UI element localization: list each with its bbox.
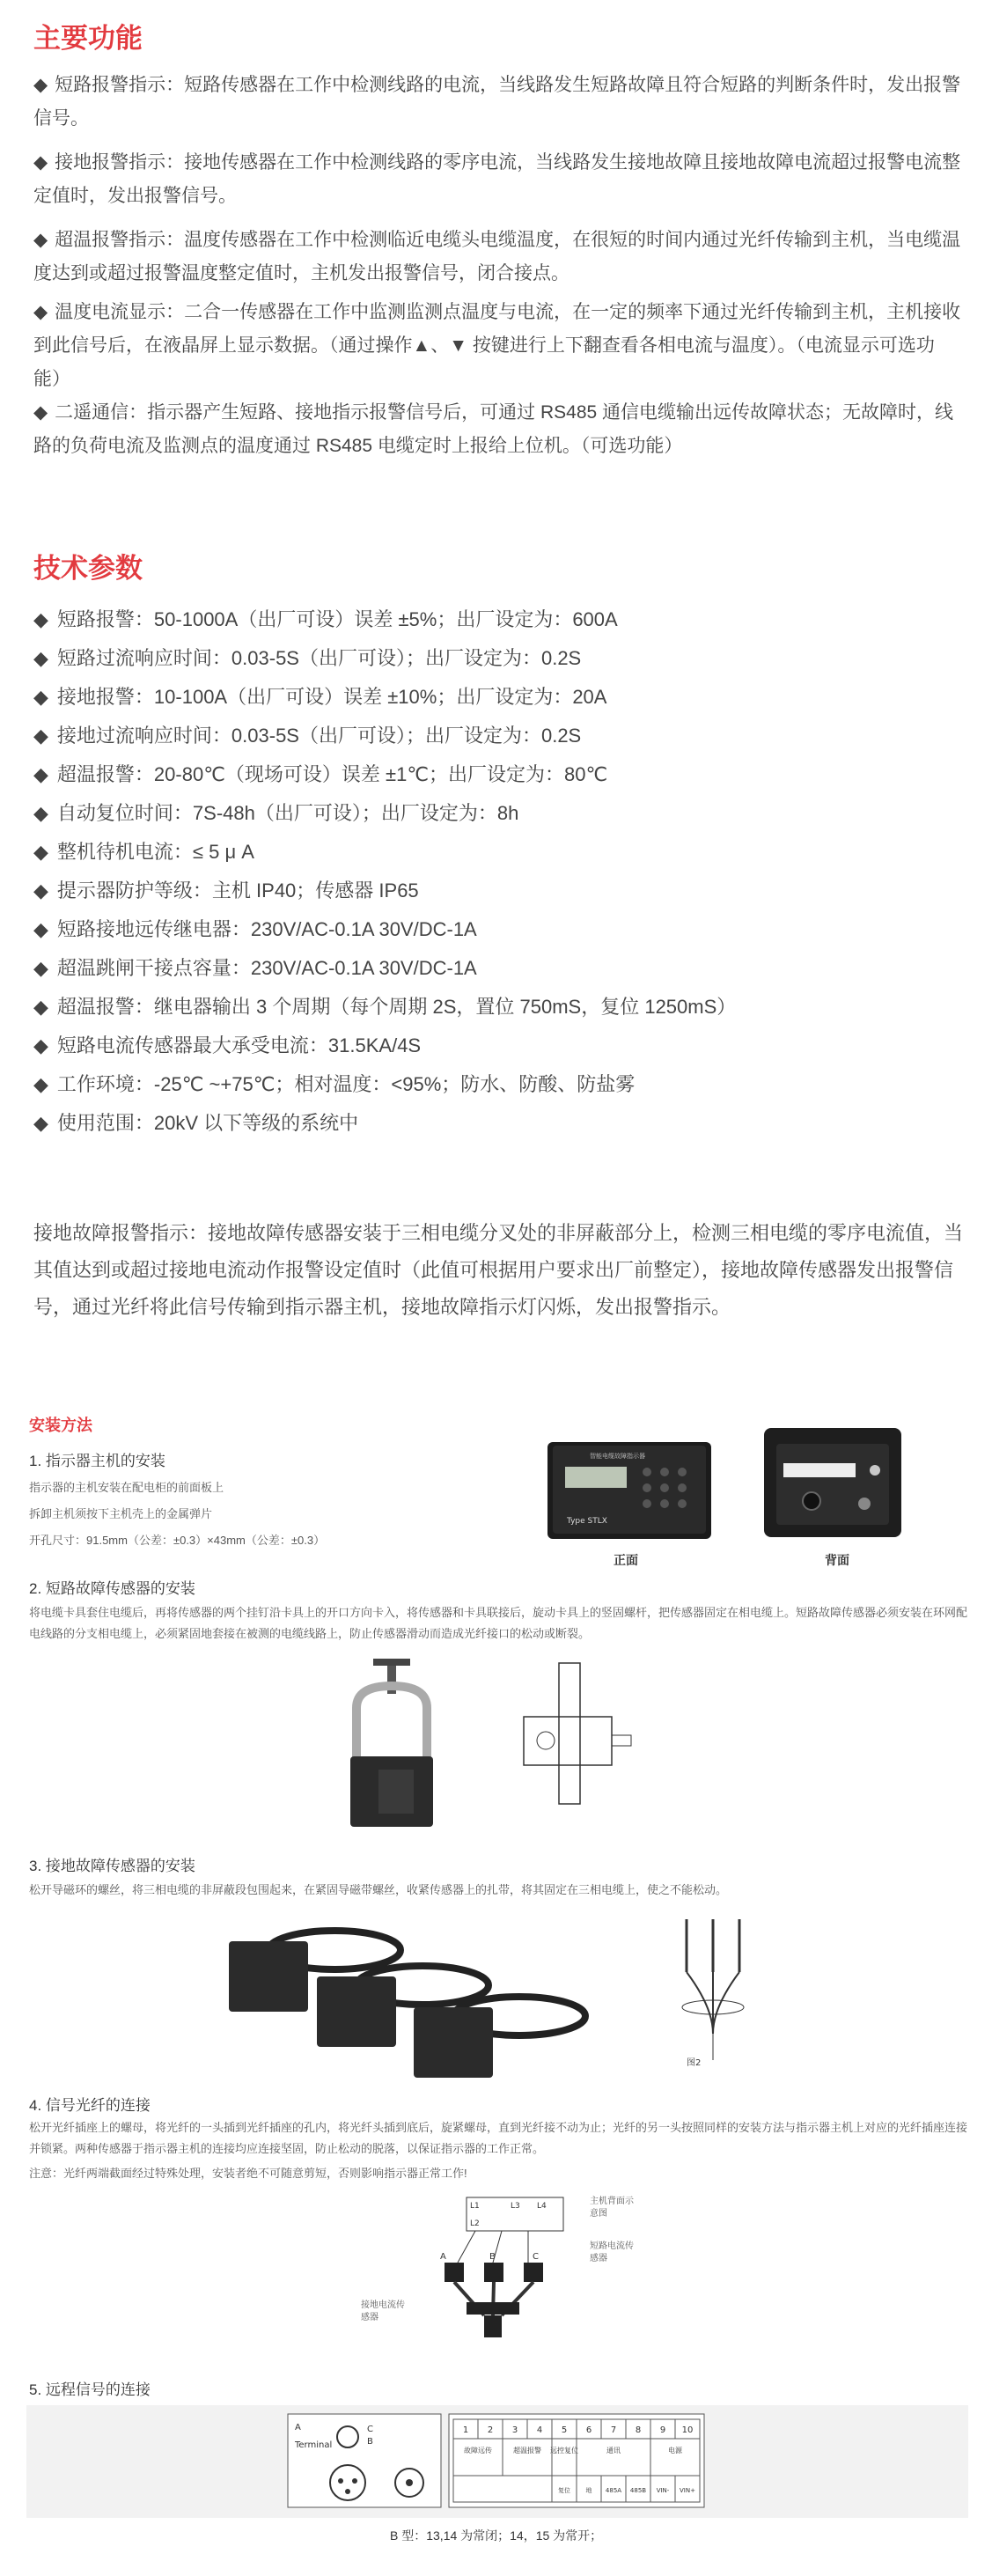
terminal-group: 远控复位 bbox=[550, 2447, 578, 2455]
device-brand: Type STLX bbox=[567, 1517, 607, 1526]
terminal-number: 2 bbox=[487, 2425, 494, 2435]
terminal-number: 3 bbox=[511, 2425, 518, 2435]
indicator-back-image bbox=[759, 1417, 908, 1541]
step3-text: 松开导磁环的螺丝，将三相电缆的非屏蔽段包围起来，在紧固导磁带螺丝，收紧传感器上的扎带，将其固定在三相电缆上，使之不能松动。 bbox=[29, 1883, 728, 1896]
terminal-number: 1 bbox=[462, 2425, 469, 2435]
terminal-label-terminal: Terminal bbox=[295, 2440, 333, 2450]
terminal-signal: 485A bbox=[605, 2487, 622, 2494]
terminal-number: 6 bbox=[585, 2425, 592, 2435]
spec-item: ◆ 接地报警：10-100A（出厂可设）误差 ±10%；出厂设定为：20A bbox=[33, 686, 607, 708]
function-item: ◆ 接地报警指示：接地传感器在工作中检测线路的零序电流，当线路发生接地故障且接地故障电流超过报警电流整定值时，发出报警信号。 bbox=[33, 152, 961, 206]
terminal-signal: VIN- bbox=[656, 2487, 670, 2494]
terminal-label-b: B bbox=[367, 2437, 373, 2447]
terminal-group: 故障远传 bbox=[464, 2447, 492, 2455]
function-item: ◆ 短路报警指示：短路传感器在工作中检测线路的电流，当线路发生短路故障且符合短路的判断条件时，发出报警信号。 bbox=[33, 75, 961, 129]
diagram-short-label: 短路电流传感器 bbox=[590, 2241, 634, 2263]
terminal-group: 超温报警 bbox=[513, 2447, 541, 2455]
step2-title: 2. 短路故障传感器的安装 bbox=[29, 1580, 195, 1597]
terminal-number: 9 bbox=[659, 2425, 666, 2435]
spec-item: ◆ 超温报警：继电器输出 3 个周期（每个周期 2S，置位 750mS，复位 1250mS） bbox=[33, 996, 737, 1018]
spec-item: ◆ 使用范围：20kV 以下等级的系统中 bbox=[33, 1112, 359, 1134]
function-item: ◆ 温度电流显示：二合一传感器在工作中监测监测点温度与电流，在一定的频率下通过光纤传输到主机，主机接收到此信号后，在液晶屏上显示数据。（通过操作▲、▼ 按键进行上下翻查看各相电流与温度）。（电流显示可选功能） bbox=[33, 302, 961, 389]
terminal-diagram bbox=[286, 2412, 709, 2509]
step4-text: 松开光纤插座上的螺母，将光纤的一头插到光纤插座的孔内，将光纤头插到底后，旋紧螺母，直到光纤接不动为止；光纤的另一头按照同样的安装方法与指示器主机上对应的光纤插座连接并锁紧。两种传感器于指示器主机的连接均应连接坚固，防止松动的脱落，以保证指示器的工作正常。 bbox=[29, 2121, 968, 2155]
port-label: L3 bbox=[511, 2202, 520, 2211]
install-title: 安装方法 bbox=[29, 1417, 92, 1434]
step4-note: 注意：光纤两端截面经过特殊处理，安装者绝不可随意剪短，否则影响指示器正常工作! bbox=[29, 2167, 467, 2180]
step2-text: 将电缆卡具套住电缆后，再将传感器的两个挂钉沿卡具上的开口方向卡入，将传感器和卡具联接后，旋动卡具上的竖固螺杆，把传感器固定在相电缆上。短路故障传感器必须安装在环网配电线路的分支相电缆上，必须紧固地套接在被测的电缆线路上，防止传感器滑动而造成光纤接口的松动或断裂。 bbox=[29, 1606, 968, 1640]
phase-label: C bbox=[533, 2252, 539, 2262]
terminal-number: 5 bbox=[561, 2425, 568, 2435]
port-label: L2 bbox=[470, 2219, 480, 2228]
ground-fault-note: 接地故障报警指示：接地故障传感器安装于三相电缆分叉处的非屏蔽部分上，检测三相电缆的零序电流值，当其值达到或超过接地电流动作报警设定值时（此值可根据用户要求出厂前整定），接地故障传感器发出报警信号，通过光纤将此信号传输到指示器主机，接地故障指示灯闪烁，发出报警指示。 bbox=[33, 1222, 964, 1318]
ground-sensor-image bbox=[220, 1915, 590, 2082]
terminal-number: 8 bbox=[635, 2425, 642, 2435]
step1-line: 指示器的主机安装在配电柜的前面板上 bbox=[29, 1481, 224, 1494]
phase-label: A bbox=[440, 2252, 446, 2262]
terminal-number: 10 bbox=[681, 2425, 694, 2435]
terminal-group: 电源 bbox=[668, 2447, 682, 2455]
terminal-signal: 地 bbox=[585, 2487, 592, 2494]
port-label: L4 bbox=[537, 2202, 547, 2211]
back-label: 背面 bbox=[825, 1553, 849, 1567]
spec-item: ◆ 短路电流传感器最大承受电流：31.5KA/4S bbox=[33, 1034, 422, 1056]
spec-item: ◆ 工作环境：-25℃ ~+75℃；相对温度：<95%；防水、防酸、防盐雾 bbox=[33, 1073, 636, 1095]
diagram-main-label: 主机背面示意图 bbox=[590, 2197, 634, 2219]
spec-item: ◆ 超温报警：20-80℃（现场可设）误差 ±1℃；出厂设定为：80℃ bbox=[33, 763, 608, 785]
phase-label: B bbox=[489, 2252, 496, 2262]
terminal-number: 7 bbox=[610, 2425, 617, 2435]
ground-cable-sketch bbox=[651, 1910, 783, 2069]
terminal-signal: 复位 bbox=[558, 2487, 570, 2494]
functions-title: 主要功能 bbox=[33, 23, 143, 54]
specs-title: 技术参数 bbox=[33, 553, 143, 584]
terminal-number: 4 bbox=[536, 2425, 543, 2435]
spec-item: ◆ 提示器防护等级：主机 IP40；传感器 IP65 bbox=[33, 880, 419, 902]
fig2-label: 图2 bbox=[687, 2058, 702, 2068]
step1-line: 开孔尺寸：91.5mm（公差：±0.3）×43mm（公差：±0.3） bbox=[29, 1534, 326, 1547]
short-sensor-image bbox=[334, 1655, 449, 1840]
spec-item: ◆ 自动复位时间：7S-48h（出厂可设）；出厂设定为：8h bbox=[33, 802, 519, 824]
diagram-ground-label: 接地电流传感器 bbox=[361, 2300, 405, 2322]
svg-text:智能电缆故障指示器: 智能电缆故障指示器 bbox=[590, 1453, 645, 1460]
terminal-label-a: A bbox=[295, 2423, 301, 2432]
terminal-signal: 485B bbox=[629, 2487, 647, 2494]
step1-title: 1. 指示器主机的安装 bbox=[29, 1453, 165, 1469]
terminal-label-c: C bbox=[367, 2425, 373, 2434]
step1-line: 拆卸主机须按下主机壳上的金属弹片 bbox=[29, 1507, 213, 1520]
function-item: ◆ 二遥通信：指示器产生短路、接地指示报警信号后，可通过 RS485 通信电缆输出远传故障状态；无故障时，线路的负荷电流及监测点的温度通过 RS485 电缆定时上报给上位机。（可选功能） bbox=[33, 402, 954, 456]
spec-item: ◆ 短路接地远传继电器：230V/AC-0.1A 30V/DC-1A bbox=[33, 918, 477, 940]
short-sensor-sketch bbox=[511, 1660, 634, 1809]
step3-title: 3. 接地故障传感器的安装 bbox=[29, 1858, 195, 1874]
function-item: ◆ 超温报警指示：温度传感器在工作中检测临近电缆头电缆温度，在很短的时间内通过光纤传输到主机，当电缆温度达到或超过报警温度整定值时，主机发出报警信号，闭合接点。 bbox=[33, 230, 961, 283]
terminal-footer: B 型：13,14 为常闭；14，15 为常开； bbox=[390, 2528, 603, 2543]
spec-item: ◆ 短路报警：50-1000A（出厂可设）误差 ±5%；出厂设定为：600A bbox=[33, 608, 618, 630]
spec-item: ◆ 接地过流响应时间：0.03-5S（出厂可设）；出厂设定为：0.2S bbox=[33, 725, 582, 747]
spec-item: ◆ 超温跳闸干接点容量：230V/AC-0.1A 30V/DC-1A bbox=[33, 957, 477, 979]
spec-item: ◆ 短路过流响应时间：0.03-5S（出厂可设）；出厂设定为：0.2S bbox=[33, 647, 582, 669]
indicator-front-image bbox=[546, 1426, 713, 1541]
step5-title: 5. 远程信号的连接 bbox=[29, 2381, 151, 2398]
spec-item: ◆ 整机待机电流：≤ 5 μ A bbox=[33, 841, 254, 863]
port-label: L1 bbox=[470, 2202, 480, 2211]
step4-title: 4. 信号光纤的连接 bbox=[29, 2097, 151, 2114]
terminal-group: 通讯 bbox=[606, 2447, 621, 2455]
terminal-signal: VIN+ bbox=[680, 2487, 695, 2494]
front-label: 正面 bbox=[614, 1553, 638, 1567]
